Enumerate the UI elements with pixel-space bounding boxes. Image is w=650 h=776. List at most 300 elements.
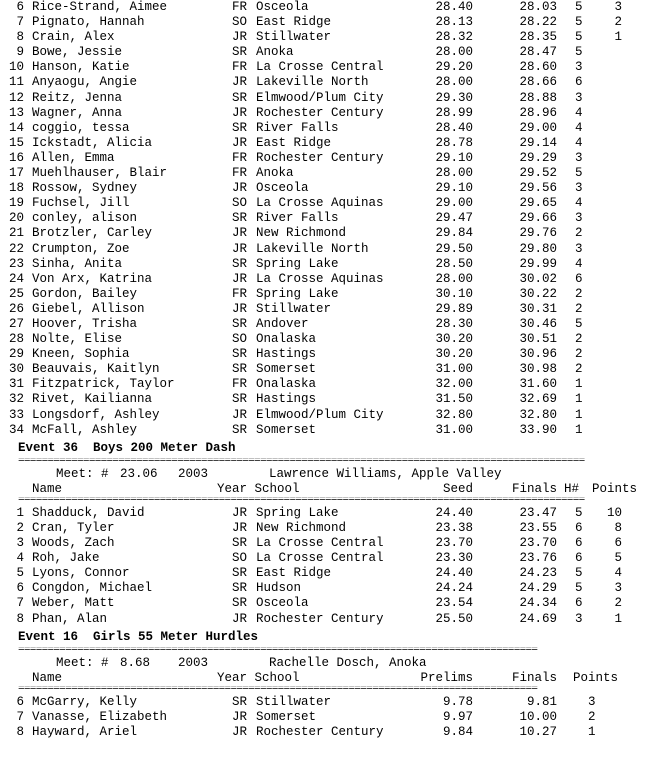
meet-record-year: 2003	[178, 655, 209, 670]
school-cell: La Crosse Aquinas	[256, 196, 384, 211]
athlete-name-cell: Gordon, Bailey	[32, 286, 138, 301]
meet-record-mark: 23.06	[120, 466, 158, 481]
finals-cell: 31.60	[519, 377, 557, 392]
finals-cell: 30.96	[519, 347, 557, 362]
school-cell: La Crosse Aquinas	[256, 271, 384, 286]
year-cell: SO	[232, 15, 248, 30]
result-row	[0, 211, 650, 226]
athlete-name-cell: Lyons, Connor	[32, 566, 130, 581]
result-row	[0, 166, 650, 181]
meet-record-holder: Rachelle Dosch, Anoka	[269, 655, 427, 670]
school-cell: Somerset	[256, 709, 317, 724]
year-cell: SR	[232, 211, 248, 226]
result-row	[0, 106, 650, 121]
place-cell: 28	[8, 332, 24, 347]
result-row	[0, 521, 650, 536]
result-row	[0, 257, 650, 272]
event-36-title	[0, 438, 650, 458]
school-cell: La Crosse Central	[256, 551, 384, 566]
year-cell: SR	[232, 694, 248, 709]
heat-cell: 4	[575, 135, 583, 150]
heat-cell: 5	[575, 0, 583, 14]
place-cell: 33	[8, 407, 24, 422]
athlete-name-cell: Crumpton, Zoe	[32, 241, 130, 256]
heat-cell: 6	[575, 551, 583, 566]
finals-cell: 28.03	[519, 0, 557, 14]
heat-cell: 3	[575, 90, 583, 105]
place-cell: 7	[16, 596, 24, 611]
seed-cell: 28.13	[435, 15, 473, 30]
year-cell: SR	[232, 392, 248, 407]
event-title: Event 16 Girls 55 Meter Hurdles	[18, 629, 259, 644]
seed-cell: 29.00	[435, 196, 473, 211]
heat-cell: 5	[575, 316, 583, 331]
separator-line	[0, 686, 650, 695]
prelims-cell: 9.84	[442, 725, 473, 740]
athlete-name-cell: Giebel, Allison	[32, 301, 145, 316]
result-row	[0, 536, 650, 551]
seed-cell: 30.10	[435, 286, 473, 301]
athlete-name-cell: coggio, tessa	[32, 120, 130, 135]
athlete-name-cell: Allen, Emma	[32, 150, 115, 165]
year-cell: JR	[232, 135, 248, 150]
year-cell: JR	[232, 709, 248, 724]
points-cell: 4	[614, 566, 622, 581]
year-cell: FR	[232, 377, 248, 392]
athlete-name-cell: Fitzpatrick, Taylor	[32, 377, 175, 392]
result-row	[0, 596, 650, 611]
place-cell: 6	[16, 0, 24, 14]
finals-cell: 30.02	[519, 271, 557, 286]
result-row	[0, 408, 650, 423]
athlete-name-cell: Rice-Strand, Aimee	[32, 0, 168, 14]
place-cell: 17	[8, 166, 24, 181]
result-row	[0, 392, 650, 407]
year-cell: JR	[232, 105, 248, 120]
separator-line	[0, 497, 650, 506]
place-cell: 10	[8, 60, 24, 75]
athlete-name-cell: Rossow, Sydney	[32, 181, 138, 196]
points-cell: 2	[614, 596, 622, 611]
seed-cell: 28.00	[435, 271, 473, 286]
finals-cell: 29.76	[519, 226, 557, 241]
heat-cell: 2	[575, 332, 583, 347]
year-cell: JR	[232, 271, 248, 286]
finals-cell: 10.27	[519, 725, 557, 740]
seed-cell: 32.80	[435, 407, 473, 422]
place-cell: 32	[8, 392, 24, 407]
points-cell: 1	[588, 725, 596, 740]
finals-cell: 32.80	[519, 407, 557, 422]
seed-cell: 28.32	[435, 30, 473, 45]
meet-record-mark: 8.68	[120, 655, 151, 670]
year-cell: SO	[232, 332, 248, 347]
heat-cell: 6	[575, 521, 583, 535]
year-cell: JR	[232, 505, 248, 520]
result-row	[0, 581, 650, 596]
year-cell: JR	[232, 301, 248, 316]
result-row	[0, 0, 650, 15]
school-cell: Lakeville North	[256, 241, 369, 256]
result-row	[0, 91, 650, 106]
athlete-name-cell: Wagner, Anna	[32, 105, 123, 120]
athlete-name-cell: Congdon, Michael	[32, 581, 153, 596]
athlete-name-cell: Woods, Zach	[32, 536, 115, 551]
finals-cell: 23.76	[519, 551, 557, 566]
points-cell: 2	[614, 15, 622, 30]
heat-cell: 5	[575, 45, 583, 60]
year-cell: JR	[232, 181, 248, 196]
result-row	[0, 242, 650, 257]
result-row	[0, 272, 650, 287]
finals-cell: 23.70	[519, 536, 557, 551]
place-cell: 34	[8, 422, 24, 437]
place-cell: 8	[16, 725, 24, 740]
col-year-school-header: Year School	[217, 670, 300, 685]
event-title: Event 36 Boys 200 Meter Dash	[18, 440, 236, 455]
finals-cell: 33.90	[519, 422, 557, 437]
year-cell: FR	[232, 60, 248, 75]
result-row	[0, 710, 650, 725]
seed-cell: 28.30	[435, 316, 473, 331]
seed-cell: 29.10	[435, 150, 473, 165]
finals-cell: 28.66	[519, 75, 557, 90]
result-row	[0, 332, 650, 347]
seed-cell: 29.50	[435, 241, 473, 256]
school-cell: Osceola	[256, 596, 309, 611]
result-row	[0, 725, 650, 740]
points-cell: 3	[614, 581, 622, 596]
place-cell: 6	[16, 694, 24, 709]
finals-cell: 30.98	[519, 362, 557, 377]
athlete-name-cell: Nolte, Elise	[32, 332, 123, 347]
points-cell: 5	[614, 551, 622, 566]
seed-cell: 31.00	[435, 362, 473, 377]
athlete-name-cell: Bowe, Jessie	[32, 45, 123, 60]
seed-cell: 29.20	[435, 60, 473, 75]
athlete-name-cell: Reitz, Jenna	[32, 90, 123, 105]
finals-cell: 29.65	[519, 196, 557, 211]
athlete-name-cell: Pignato, Hannah	[32, 15, 145, 30]
school-cell: Anoka	[256, 166, 294, 181]
seed-cell: 24.24	[435, 581, 473, 596]
year-cell: SR	[232, 596, 248, 611]
finals-cell: 24.23	[519, 566, 557, 581]
school-cell: Stillwater	[256, 30, 332, 45]
school-cell: Hastings	[256, 347, 317, 362]
finals-cell: 23.47	[519, 505, 557, 520]
seed-cell: 28.50	[435, 256, 473, 271]
year-cell: SR	[232, 536, 248, 551]
athlete-name-cell: Anyaogu, Angie	[32, 75, 138, 90]
finals-cell: 24.34	[519, 596, 557, 611]
school-cell: Anoka	[256, 45, 294, 60]
year-cell: FR	[232, 166, 248, 181]
heat-cell: 4	[575, 105, 583, 120]
school-cell: Elmwood/Plum City	[256, 407, 384, 422]
col-points-header: Points	[573, 670, 619, 685]
school-cell: Rochester Century	[256, 105, 384, 120]
place-cell: 7	[16, 15, 24, 30]
finals-cell: 28.22	[519, 15, 557, 30]
boys-200-results	[0, 506, 650, 627]
athlete-name-cell: Ickstadt, Alicia	[32, 135, 153, 150]
athlete-name-cell: McGarry, Kelly	[32, 694, 138, 709]
athlete-name-cell: Hoover, Trisha	[32, 316, 138, 331]
finals-cell: 29.80	[519, 241, 557, 256]
heat-cell: 1	[575, 377, 583, 392]
place-cell: 25	[8, 286, 24, 301]
school-cell: Rochester Century	[256, 725, 384, 740]
points-cell: 3	[614, 0, 622, 14]
result-row	[0, 287, 650, 302]
result-row	[0, 423, 650, 438]
athlete-name-cell: Roh, Jake	[32, 551, 100, 566]
result-row	[0, 45, 650, 60]
seed-cell: 23.54	[435, 596, 473, 611]
heat-cell: 5	[575, 15, 583, 30]
result-row	[0, 151, 650, 166]
finals-cell: 30.22	[519, 286, 557, 301]
heat-cell: 2	[575, 362, 583, 377]
place-cell: 12	[8, 90, 24, 105]
place-cell: 6	[16, 581, 24, 596]
col-finals-header: Finals	[511, 670, 557, 685]
place-cell: 21	[8, 226, 24, 241]
place-cell: 15	[8, 135, 24, 150]
seed-cell: 24.40	[435, 566, 473, 581]
heat-cell: 2	[575, 347, 583, 362]
athlete-name-cell: Rivet, Kailianna	[32, 392, 153, 407]
place-cell: 16	[8, 150, 24, 165]
points-cell: 3	[588, 694, 596, 709]
place-cell: 9	[16, 45, 24, 60]
heat-cell: 6	[575, 596, 583, 611]
athlete-name-cell: Weber, Matt	[32, 596, 115, 611]
heat-cell: 6	[575, 75, 583, 90]
place-cell: 7	[16, 709, 24, 724]
school-cell: La Crosse Central	[256, 60, 384, 75]
col-prelims-header: Prelims	[420, 670, 473, 685]
heat-cell: 3	[575, 60, 583, 75]
result-row	[0, 302, 650, 317]
meet-record-line	[0, 467, 650, 482]
school-cell: East Ridge	[256, 15, 332, 30]
athlete-name-cell: Sinha, Anita	[32, 256, 123, 271]
athlete-name-cell: Crain, Alex	[32, 30, 115, 45]
school-cell: River Falls	[256, 120, 339, 135]
finals-cell: 28.60	[519, 60, 557, 75]
meet-record-year: 2003	[178, 466, 209, 481]
finals-cell: 29.00	[519, 120, 557, 135]
col-heat-header: H#	[564, 481, 580, 496]
school-cell: East Ridge	[256, 135, 332, 150]
points-cell: 8	[614, 521, 622, 535]
result-row	[0, 566, 650, 581]
seed-cell: 29.30	[435, 90, 473, 105]
meet-record-line	[0, 656, 650, 671]
school-cell: Hastings	[256, 392, 317, 407]
seed-cell: 28.99	[435, 105, 473, 120]
school-cell: Spring Lake	[256, 286, 339, 301]
year-cell: SR	[232, 566, 248, 581]
place-cell: 1	[16, 505, 24, 520]
meet-record-label: Meet: #	[56, 655, 109, 670]
separator-equals: ================================================================================================	[18, 457, 585, 467]
result-row	[0, 347, 650, 362]
school-cell: East Ridge	[256, 566, 332, 581]
finals-cell: 24.69	[519, 611, 557, 626]
seed-cell: 32.00	[435, 377, 473, 392]
seed-cell: 29.89	[435, 301, 473, 316]
seed-cell: 28.40	[435, 120, 473, 135]
year-cell: FR	[232, 0, 248, 14]
seed-cell: 23.30	[435, 551, 473, 566]
year-cell: SR	[232, 422, 248, 437]
year-cell: JR	[232, 241, 248, 256]
seed-cell: 29.10	[435, 181, 473, 196]
year-cell: FR	[232, 150, 248, 165]
finals-cell: 9.81	[526, 694, 557, 709]
place-cell: 29	[8, 347, 24, 362]
year-cell: JR	[232, 521, 248, 535]
heat-cell: 4	[575, 256, 583, 271]
finals-cell: 28.35	[519, 30, 557, 45]
athlete-name-cell: Von Arx, Katrina	[32, 271, 153, 286]
heat-cell: 1	[575, 392, 583, 407]
heat-cell: 3	[575, 181, 583, 196]
seed-cell: 30.20	[435, 332, 473, 347]
place-cell: 14	[8, 120, 24, 135]
athlete-name-cell: McFall, Ashley	[32, 422, 138, 437]
result-row	[0, 695, 650, 710]
finals-cell: 29.56	[519, 181, 557, 196]
result-row	[0, 30, 650, 45]
col-year-school-header: Year School	[217, 481, 300, 496]
athlete-name-cell: Hayward, Ariel	[32, 725, 138, 740]
result-row	[0, 136, 650, 151]
school-cell: Osceola	[256, 181, 309, 196]
place-cell: 18	[8, 181, 24, 196]
heat-cell: 6	[575, 271, 583, 286]
heat-cell: 2	[575, 226, 583, 241]
heat-cell: 3	[575, 211, 583, 226]
result-row	[0, 181, 650, 196]
athlete-name-cell: Beauvais, Kaitlyn	[32, 362, 160, 377]
finals-cell: 29.99	[519, 256, 557, 271]
prelims-cell: 9.97	[442, 709, 473, 724]
result-row	[0, 121, 650, 136]
heat-cell: 2	[575, 286, 583, 301]
column-header	[0, 482, 650, 497]
athlete-name-cell: Vanasse, Elizabeth	[32, 709, 168, 724]
place-cell: 3	[16, 536, 24, 551]
year-cell: JR	[232, 226, 248, 241]
year-cell: SR	[232, 347, 248, 362]
place-cell: 30	[8, 362, 24, 377]
heat-cell: 3	[575, 241, 583, 256]
separator-line	[0, 647, 650, 656]
result-row	[0, 506, 650, 521]
school-cell: Andover	[256, 316, 309, 331]
separator-equals: ========================================================================================	[18, 646, 538, 656]
seed-cell: 25.50	[435, 611, 473, 626]
seed-cell: 29.47	[435, 211, 473, 226]
seed-cell: 31.50	[435, 392, 473, 407]
school-cell: Rochester Century	[256, 150, 384, 165]
col-name-header: Name	[32, 481, 63, 496]
heat-cell: 5	[575, 166, 583, 181]
athlete-name-cell: Fuchsel, Jill	[32, 196, 130, 211]
result-row	[0, 60, 650, 75]
year-cell: SO	[232, 196, 248, 211]
heat-cell: 6	[575, 536, 583, 551]
heat-cell: 3	[575, 611, 583, 626]
finals-cell: 10.00	[519, 709, 557, 724]
athlete-name-cell: Kneen, Sophia	[32, 347, 130, 362]
place-cell: 23	[8, 256, 24, 271]
event-16-title	[0, 627, 650, 647]
meet-record-holder: Lawrence Williams, Apple Valley	[269, 466, 502, 481]
year-cell: FR	[232, 286, 248, 301]
place-cell: 24	[8, 271, 24, 286]
school-cell: Lakeville North	[256, 75, 369, 90]
seed-cell: 31.00	[435, 422, 473, 437]
girls-hurdles-results	[0, 695, 650, 740]
heat-cell: 2	[575, 301, 583, 316]
column-header	[0, 671, 650, 686]
place-cell: 27	[8, 316, 24, 331]
school-cell: Stillwater	[256, 694, 332, 709]
year-cell: SR	[232, 256, 248, 271]
points-cell: 6	[614, 536, 622, 551]
result-row	[0, 15, 650, 30]
finals-cell: 28.96	[519, 105, 557, 120]
school-cell: Onalaska	[256, 332, 317, 347]
place-cell: 2	[16, 521, 24, 535]
athlete-name-cell: Phan, Alan	[32, 611, 108, 626]
finals-cell: 29.29	[519, 150, 557, 165]
place-cell: 26	[8, 301, 24, 316]
finals-cell: 28.47	[519, 45, 557, 60]
year-cell: SR	[232, 45, 248, 60]
col-name-header: Name	[32, 670, 63, 685]
year-cell: SR	[232, 316, 248, 331]
seed-cell: 24.40	[435, 505, 473, 520]
place-cell: 11	[8, 75, 24, 90]
place-cell: 22	[8, 241, 24, 256]
heat-cell: 1	[575, 407, 583, 422]
separator-line	[0, 458, 650, 467]
seed-cell: 23.70	[435, 536, 473, 551]
school-cell: River Falls	[256, 211, 339, 226]
result-row	[0, 196, 650, 211]
school-cell: Hudson	[256, 581, 302, 596]
year-cell: JR	[232, 407, 248, 422]
school-cell: Osceola	[256, 0, 309, 14]
prelims-cell: 9.78	[442, 694, 473, 709]
separator-equals: ================================================================================================	[18, 496, 585, 506]
result-row	[0, 75, 650, 90]
seed-cell: 28.00	[435, 166, 473, 181]
seed-cell: 28.40	[435, 0, 473, 14]
finals-cell: 23.55	[519, 521, 557, 535]
athlete-name-cell: Cran, Tyler	[32, 521, 115, 535]
athlete-name-cell: conley, alison	[32, 211, 138, 226]
points-cell: 1	[614, 30, 622, 45]
finals-cell: 24.29	[519, 581, 557, 596]
year-cell: SR	[232, 90, 248, 105]
